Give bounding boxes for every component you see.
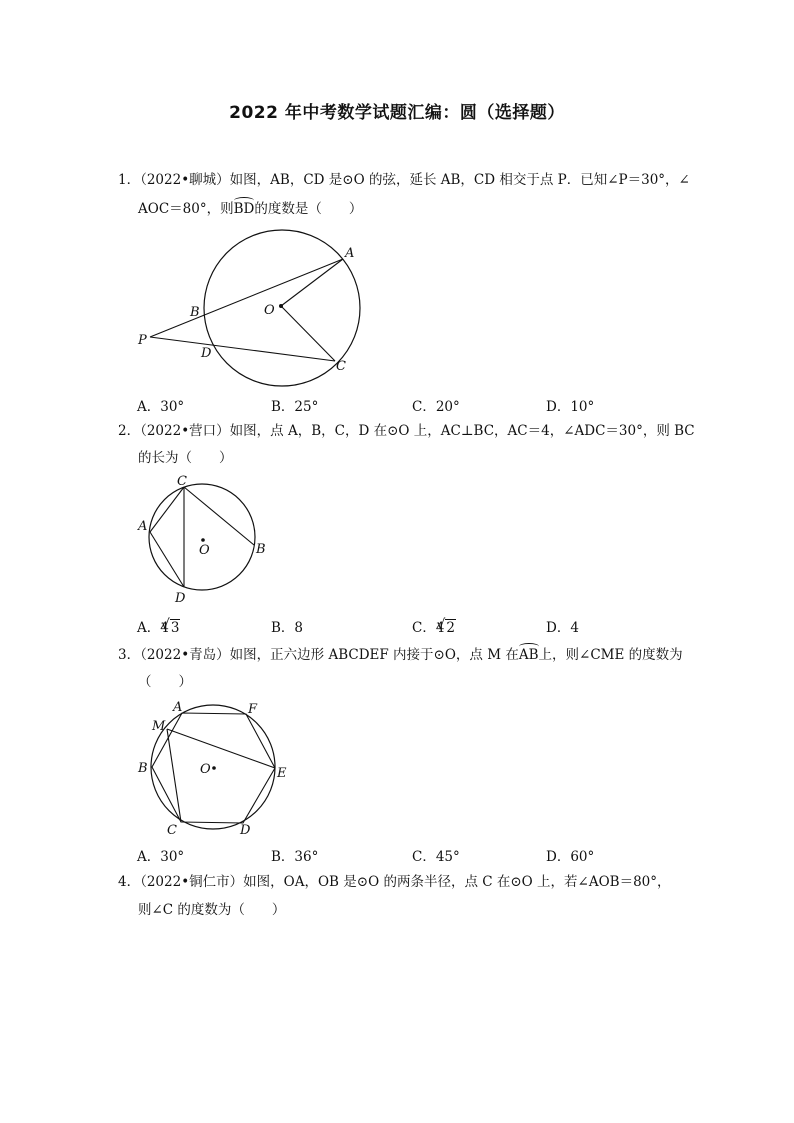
question-1-source: （2022•聊城） [140,172,230,188]
question-2-option-c[interactable]: C．4√ 2 [412,616,456,636]
label-o: O [264,303,275,318]
label-d: D [175,591,186,606]
question-1-figure [130,225,370,390]
question-1-number: 1． [118,172,141,188]
question-3-text: 如图，正六边形 ABCDEF 内接于⊙O，点 M 在 [229,647,519,663]
question-1-line-1 [118,171,690,189]
radical-sign: √ 3 [170,619,181,636]
question-2-option-b[interactable]: B．8 [271,620,304,636]
document-title: 2022 年中考数学试题汇编：圆（选择题） [229,103,565,123]
question-4-line-2: 则∠C 的度数为（ ） [138,902,286,918]
label-b: B [256,542,266,557]
question-2-line-2: 的长为（ ） [138,450,233,466]
question-1-option-c[interactable]: C．20° [412,399,460,415]
question-3-option-d[interactable]: D．60° [546,849,595,865]
question-3-line-1 [118,646,683,664]
question-2-figure [135,472,275,607]
question-1-text: 如图，AB，CD 是⊙O 的弦，延长 AB，CD 相交于点 P．已知∠P＝30°，∠ [229,172,690,188]
question-3-option-c[interactable]: C．45° [412,849,460,865]
question-4-text: 如图，OA，OB 是⊙O 的两条半径，点 C 在⊙O 上，若∠AOB＝80°， [243,874,671,890]
question-1-line-2 [138,200,362,218]
radical-sign: √ 2 [445,619,456,636]
label-f: F [248,702,258,717]
label-c: C [336,359,346,374]
question-1-option-b[interactable]: B．25° [271,399,319,415]
question-1-text-3: 的度数是（ ） [254,201,363,217]
label-p: P [138,333,147,348]
question-2-source: （2022•营口） [140,423,230,439]
label-b: B [138,761,148,776]
label-b: B [190,305,200,320]
label-d: D [240,823,251,838]
question-4-number: 4． [118,874,141,890]
label-d: D [201,346,212,361]
question-4-source: （2022•铜仁市） [140,874,244,890]
arc-ab-label: AB [518,647,539,663]
question-2-line-1 [118,422,695,440]
question-1-option-d[interactable]: D．10° [546,399,595,415]
question-3-option-a[interactable]: A．30° [137,849,185,865]
label-c: C [167,823,177,838]
label-o: O [199,543,210,558]
question-4-line-1 [118,873,671,891]
question-3-option-b[interactable]: B．36° [271,849,319,865]
question-3-source: （2022•青岛） [140,647,230,663]
question-2-option-a[interactable]: A．4√ 3 [137,616,180,636]
question-2-number: 2． [118,423,141,439]
label-c: C [177,474,187,489]
label-a: A [173,700,183,715]
label-a: A [138,519,148,534]
question-3-number: 3． [118,647,141,663]
arc-bd-label: BD [233,201,255,217]
question-3-line-2: （ ） [138,674,192,690]
label-e: E [277,766,287,781]
question-3-figure [135,697,295,842]
question-1-option-a[interactable]: A．30° [137,399,185,415]
label-m: M [152,719,166,734]
question-2-text: 如图，点 A，B，C，D 在⊙O 上，AC⊥BC，AC＝4，∠ADC＝30°，则 BC [229,423,695,439]
label-a: A [345,246,355,261]
question-2-option-d[interactable]: D．4 [546,620,579,636]
question-1-text-2: AOC＝80°，则 [138,201,234,217]
question-3-text-2: 上，则∠CME 的度数为 [538,647,683,663]
label-o: O [200,762,211,777]
